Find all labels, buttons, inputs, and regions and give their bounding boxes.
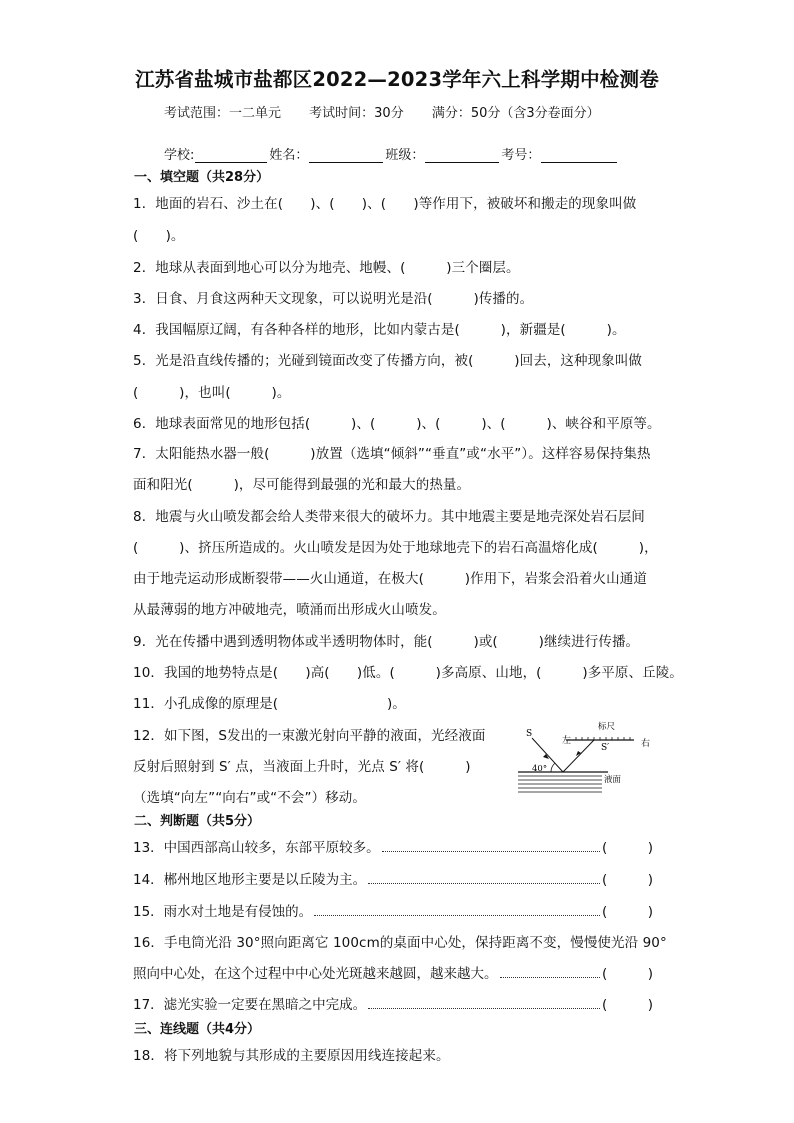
question-line: 10．我国的地势特点是( )高( )低。( )多高原、山地，( )多平原、丘陵。 [133, 665, 683, 681]
answer-blank[interactable]: ( ) [601, 904, 653, 920]
number-field[interactable] [541, 148, 617, 163]
label-s-prime: S′ [601, 743, 610, 753]
name-label: 姓名： [269, 148, 309, 163]
exam-score: 满分：50分（含3分卷面分） [431, 106, 600, 121]
question-line: 9．光在传播中遇到透明物体或半透明物体时，能( )或( )继续进行传播。 [133, 634, 640, 650]
section-judge-heading: 二、判断题（共5分） [134, 814, 261, 829]
question-line: 11．小孔成像的原理是( )。 [133, 696, 406, 712]
student-info [164, 144, 619, 163]
question-line: ( )。 [133, 228, 185, 244]
question-line: ( )、挤压所造成的。火山喷发是因为处于地球地壳下的岩石高温熔化成( )， [133, 540, 658, 556]
leader-dots [382, 851, 600, 852]
section-match-heading: 三、连线题（共4分） [134, 1022, 261, 1037]
answer-blank[interactable]: ( ) [601, 872, 653, 888]
question-line: ( )，也叫( )。 [133, 385, 291, 401]
answer-blank[interactable]: ( ) [601, 997, 653, 1013]
question-line: 18．将下列地貌与其形成的主要原因用线连接起来。 [133, 1048, 450, 1064]
question-line: 5．光是沿直线传播的；光碰到镜面改变了传播方向，被( )回去，这种现象叫做 [133, 353, 643, 369]
label-angle: 40° [532, 764, 548, 774]
question-line: 由于地壳运动形成断裂带——火山通道，在极大( )作用下，岩浆会沿着火山通道 [133, 571, 647, 587]
question-line: 6．地球表面常见的地形包括( )、( )、( )、( )、峡谷和平原等。 [133, 416, 661, 432]
answer-blank[interactable]: ( ) [601, 966, 653, 982]
question-line: 从最薄弱的地方冲破地壳，喷涌而出形成火山喷发。 [133, 602, 446, 618]
question-line: 8．地震与火山喷发都会给人类带来很大的破坏力。其中地震主要是地壳深处岩石层间 [133, 509, 645, 525]
school-label: 学校: [164, 148, 195, 163]
class-label: 班级： [385, 148, 425, 163]
judge-item [133, 868, 653, 888]
judge-item [133, 900, 653, 920]
question-line: 4．我国幅原辽阔，有各种各样的地形，比如内蒙古是( )，新疆是( )。 [133, 322, 626, 338]
judge-item [133, 993, 653, 1013]
label-ruler: 标尺 [598, 722, 616, 732]
class-field[interactable] [425, 148, 499, 163]
leader-dots [368, 883, 600, 884]
judge-text: 15．雨水对土地是有侵蚀的。 [133, 904, 313, 920]
leader-dots [500, 977, 600, 978]
section-fill-heading: 一、填空题（共28分） [134, 170, 270, 185]
judge-text: 13．中国西部高山较多，东部平原较多。 [133, 840, 380, 856]
judge-text: 14．郴州地区地形主要是以丘陵为主。 [133, 872, 367, 888]
judge-item [133, 962, 653, 982]
leader-dots [368, 1008, 600, 1009]
exam-scope: 考试范围：一二单元 [164, 106, 282, 121]
school-field[interactable] [195, 148, 267, 163]
reflection-diagram [516, 716, 686, 796]
exam-time: 考试时间：30分 [309, 106, 404, 121]
label-s: S [526, 729, 533, 739]
page-title: 江苏省盐城市盐都区2022—2023学年六上科学期中检测卷 [135, 68, 659, 91]
question-line: 12．如下图，S发出的一束激光射向平静的液面，光经液面 [133, 728, 486, 744]
label-left: 左 [562, 736, 572, 746]
number-label: 考号： [501, 148, 541, 163]
leader-dots [314, 915, 600, 916]
judge-item [133, 836, 653, 856]
judge-text: 照向中心处，在这个过程中中心处光斑越来越圆，越来越大。 [133, 966, 498, 982]
question-line: 2．地球从表面到地心可以分为地壳、地幔、( )三个圈层。 [133, 260, 520, 276]
name-field[interactable] [309, 148, 383, 163]
question-line: 反射后照射到 S′ 点，当液面上升时，光点 S′ 将( ) [133, 759, 471, 775]
judge-text: 17．滤光实验一定要在黑暗之中完成。 [133, 997, 367, 1013]
question-line: 7．太阳能热水器一般( )放置（选填“倾斜”“垂直”或“水平”）。这样容易保持集热 [133, 446, 651, 462]
label-right: 右 [641, 739, 651, 749]
question-line: 1．地面的岩石、沙土在( )、( )、( )等作用下，被破坏和搬走的现象叫做 [133, 196, 637, 212]
answer-blank[interactable]: ( ) [601, 840, 653, 856]
exam-meta [164, 102, 624, 121]
question-line: 3．日食、月食这两种天文现象，可以说明光是沿( )传播的。 [133, 291, 534, 307]
question-line: （选填“向左”“向右”或“不会”）移动。 [133, 790, 366, 806]
question-line: 16．手电筒光沿 30°照向距离它 100cm的桌面中心处，保持距离不变，慢慢使光沿 90° [133, 935, 667, 951]
label-liquid: 液面 [604, 775, 622, 785]
question-line: 面和阳光( )，尽可能得到最强的光和最大的热量。 [133, 477, 471, 493]
